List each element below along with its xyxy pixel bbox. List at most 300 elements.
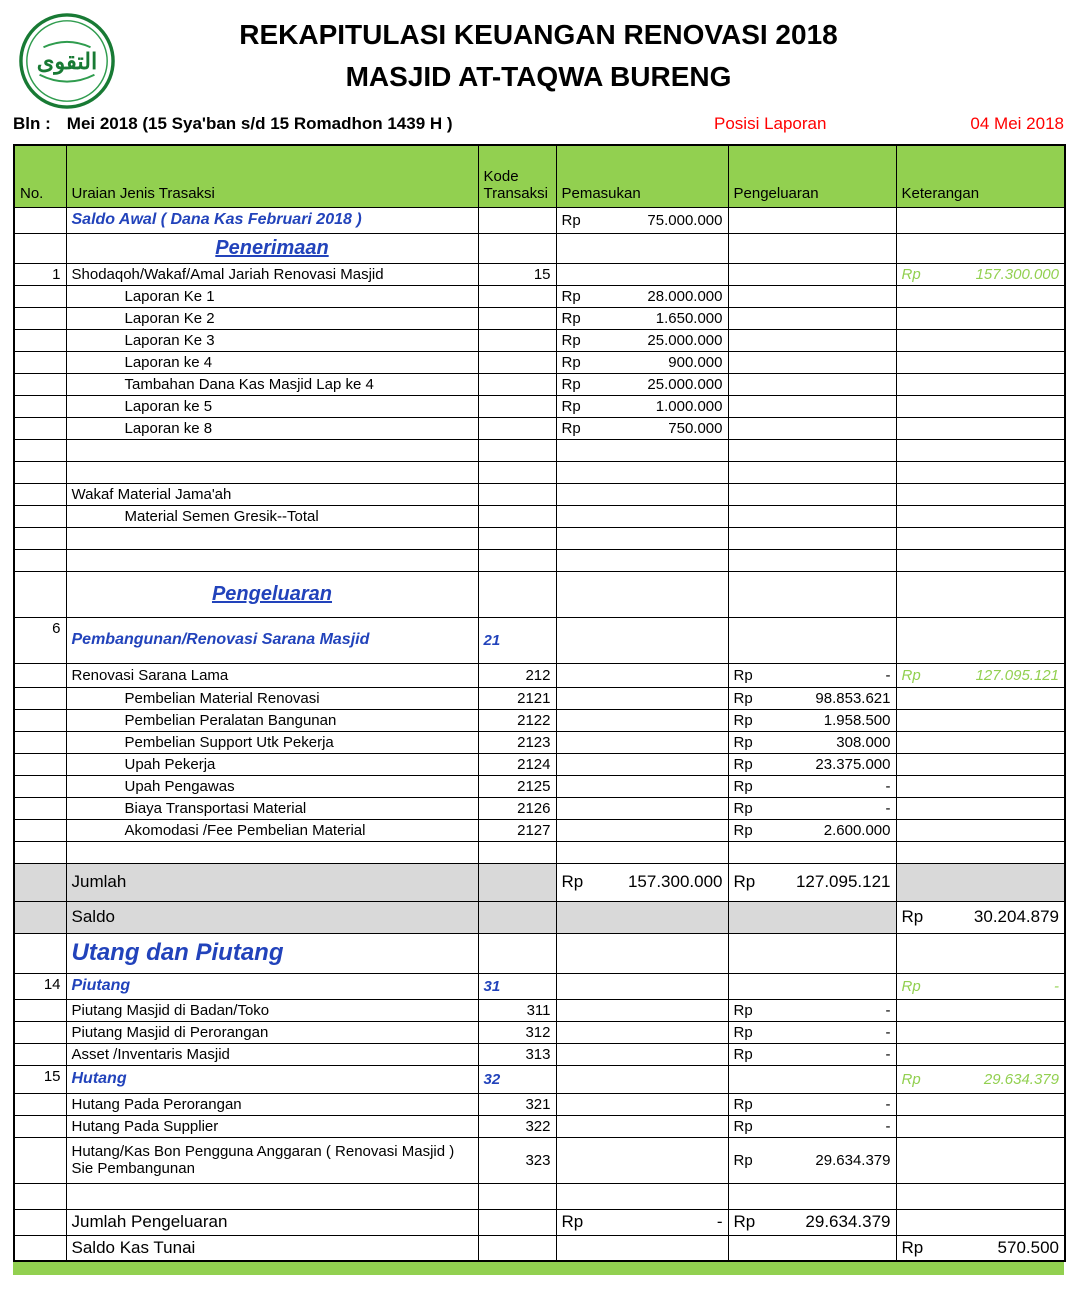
currency-symbol: Rp xyxy=(901,265,921,283)
keterangan-cell xyxy=(896,351,1065,373)
column-header-3: Pemasukan xyxy=(556,145,728,207)
kode-cell: 2127 xyxy=(478,819,556,841)
uraian-cell: Saldo Awal ( Dana Kas Februari 2018 ) xyxy=(66,207,478,233)
table-row xyxy=(14,753,1065,775)
kode-cell xyxy=(478,841,556,863)
table-row xyxy=(14,1209,1065,1235)
amount-value: - xyxy=(885,666,891,684)
table-row xyxy=(14,819,1065,841)
pengeluaran-cell xyxy=(728,901,896,933)
pemasukan-cell xyxy=(556,483,728,505)
table-row xyxy=(14,901,1065,933)
amount-value: 157.300.000 xyxy=(627,872,723,891)
uraian-cell: Piutang Masjid di Perorangan xyxy=(66,1021,478,1043)
kode-cell xyxy=(478,307,556,329)
table-row xyxy=(14,863,1065,901)
currency-symbol: Rp xyxy=(733,1095,753,1113)
uraian-cell: Jumlah xyxy=(66,863,478,901)
pengeluaran-cell xyxy=(728,863,896,901)
pemasukan-cell xyxy=(556,527,728,549)
keterangan-cell xyxy=(896,233,1065,263)
kode-cell xyxy=(478,207,556,233)
table-header-row xyxy=(14,145,1065,207)
period-label: Bln : xyxy=(13,114,51,133)
row-number xyxy=(14,775,66,797)
keterangan-cell xyxy=(896,663,1065,687)
uraian-cell: Jumlah Pengeluaran xyxy=(66,1209,478,1235)
pengeluaran-cell xyxy=(728,527,896,549)
uraian-cell xyxy=(66,549,478,571)
report-position-label: Posisi Laporan xyxy=(714,114,827,133)
amount-value: 1.000.000 xyxy=(655,397,723,415)
uraian-cell: Biaya Transportasi Material xyxy=(66,797,478,819)
pengeluaran-cell xyxy=(728,1209,896,1235)
uraian-cell: Pembelian Peralatan Bangunan xyxy=(66,709,478,731)
row-number xyxy=(14,1183,66,1209)
row-number xyxy=(14,797,66,819)
currency-symbol: Rp xyxy=(901,666,921,684)
kode-cell: 21 xyxy=(478,617,556,663)
kode-cell xyxy=(478,285,556,307)
pengeluaran-cell xyxy=(728,285,896,307)
pengeluaran-cell xyxy=(728,617,896,663)
table-row xyxy=(14,1115,1065,1137)
table-row xyxy=(14,731,1065,753)
table-row xyxy=(14,307,1065,329)
amount-value: - xyxy=(885,1095,891,1113)
keterangan-cell xyxy=(896,207,1065,233)
pengeluaran-cell xyxy=(728,373,896,395)
keterangan-cell xyxy=(896,373,1065,395)
row-number xyxy=(14,933,66,973)
pengeluaran-cell xyxy=(728,1065,896,1093)
table-row xyxy=(14,1065,1065,1093)
pengeluaran-cell xyxy=(728,999,896,1021)
pengeluaran-cell xyxy=(728,663,896,687)
amount-value: 98.853.621 xyxy=(815,689,891,707)
pengeluaran-cell xyxy=(728,753,896,775)
uraian-cell: Laporan Ke 3 xyxy=(66,329,478,351)
row-number xyxy=(14,663,66,687)
kode-cell: 313 xyxy=(478,1043,556,1065)
period-line xyxy=(13,114,714,134)
amount-value: 127.095.121 xyxy=(975,666,1059,684)
uraian-cell: Laporan ke 4 xyxy=(66,351,478,373)
uraian-cell xyxy=(66,841,478,863)
uraian-cell: Pembelian Support Utk Pekerja xyxy=(66,731,478,753)
currency-symbol: Rp xyxy=(733,711,753,729)
pengeluaran-cell xyxy=(728,797,896,819)
period-value: Mei 2018 (15 Sya'ban s/d 15 Romadhon 1439 H ) xyxy=(66,114,453,133)
row-number xyxy=(14,863,66,901)
pemasukan-cell xyxy=(556,417,728,439)
pemasukan-cell xyxy=(556,933,728,973)
table-row xyxy=(14,797,1065,819)
keterangan-cell xyxy=(896,709,1065,731)
keterangan-cell xyxy=(896,461,1065,483)
currency-symbol: Rp xyxy=(733,689,753,707)
pengeluaran-cell xyxy=(728,933,896,973)
pengeluaran-cell xyxy=(728,709,896,731)
row-number xyxy=(14,461,66,483)
keterangan-cell xyxy=(896,1183,1065,1209)
pengeluaran-cell xyxy=(728,307,896,329)
row-number xyxy=(14,233,66,263)
table-body xyxy=(14,207,1065,1261)
kode-cell xyxy=(478,549,556,571)
kode-cell xyxy=(478,901,556,933)
row-number xyxy=(14,329,66,351)
pengeluaran-cell xyxy=(728,775,896,797)
currency-symbol: Rp xyxy=(561,872,584,891)
kode-cell: 311 xyxy=(478,999,556,1021)
currency-symbol: Rp xyxy=(561,375,581,393)
uraian-cell: Piutang Masjid di Badan/Toko xyxy=(66,999,478,1021)
table-row xyxy=(14,527,1065,549)
pengeluaran-cell xyxy=(728,1115,896,1137)
uraian-cell: Material Semen Gresik--Total xyxy=(66,505,478,527)
pemasukan-cell xyxy=(556,373,728,395)
keterangan-cell xyxy=(896,731,1065,753)
table-row xyxy=(14,663,1065,687)
pemasukan-cell xyxy=(556,797,728,819)
currency-symbol: Rp xyxy=(733,1151,753,1169)
pemasukan-cell xyxy=(556,329,728,351)
row-number xyxy=(14,1115,66,1137)
amount-value: 29.634.379 xyxy=(983,1070,1059,1088)
row-number xyxy=(14,549,66,571)
keterangan-cell xyxy=(896,1137,1065,1183)
pemasukan-cell xyxy=(556,775,728,797)
table-row xyxy=(14,263,1065,285)
table-row xyxy=(14,483,1065,505)
row-number xyxy=(14,753,66,775)
pemasukan-cell xyxy=(556,395,728,417)
amount-value: - xyxy=(885,777,891,795)
pemasukan-cell xyxy=(556,973,728,999)
uraian-cell: Pembelian Material Renovasi xyxy=(66,687,478,709)
pengeluaran-cell xyxy=(728,1235,896,1261)
keterangan-cell xyxy=(896,1021,1065,1043)
pemasukan-cell xyxy=(556,617,728,663)
keterangan-cell xyxy=(896,973,1065,999)
row-number xyxy=(14,819,66,841)
pengeluaran-cell xyxy=(728,1021,896,1043)
column-header-2: Kode Transaksi xyxy=(478,145,556,207)
amount-value: 25.000.000 xyxy=(647,331,723,349)
amount-value: 1.958.500 xyxy=(823,711,891,729)
keterangan-cell xyxy=(896,863,1065,901)
currency-symbol: Rp xyxy=(901,1237,924,1257)
table-row xyxy=(14,1021,1065,1043)
currency-symbol: Rp xyxy=(733,872,756,891)
table-row xyxy=(14,1183,1065,1209)
currency-symbol: Rp xyxy=(733,1117,753,1135)
kode-cell: 2122 xyxy=(478,709,556,731)
currency-symbol: Rp xyxy=(733,821,753,839)
table-row xyxy=(14,373,1065,395)
amount-value: 29.634.379 xyxy=(815,1151,891,1169)
currency-symbol: Rp xyxy=(733,1001,753,1019)
row-number xyxy=(14,1235,66,1261)
table-row xyxy=(14,1137,1065,1183)
keterangan-cell xyxy=(896,395,1065,417)
uraian-cell: Laporan ke 5 xyxy=(66,395,478,417)
currency-symbol: Rp xyxy=(733,799,753,817)
row-number xyxy=(14,351,66,373)
currency-symbol: Rp xyxy=(561,309,581,327)
amount-value: - xyxy=(885,1045,891,1063)
pengeluaran-cell xyxy=(728,1137,896,1183)
pemasukan-cell xyxy=(556,207,728,233)
pemasukan-cell xyxy=(556,863,728,901)
amount-value: 1.650.000 xyxy=(655,309,723,327)
currency-symbol: Rp xyxy=(561,287,581,305)
column-header-4: Pengeluaran xyxy=(728,145,896,207)
uraian-cell: Laporan ke 8 xyxy=(66,417,478,439)
pengeluaran-cell xyxy=(728,973,896,999)
keterangan-cell xyxy=(896,1209,1065,1235)
kode-cell: 312 xyxy=(478,1021,556,1043)
uraian-cell: Akomodasi /Fee Pembelian Material xyxy=(66,819,478,841)
amount-value: 30.204.879 xyxy=(973,907,1059,926)
pemasukan-cell xyxy=(556,307,728,329)
pemasukan-cell xyxy=(556,1209,728,1235)
row-number xyxy=(14,687,66,709)
pemasukan-cell xyxy=(556,687,728,709)
uraian-cell: Hutang/Kas Bon Pengguna Anggaran ( Renovasi Masjid ) Sie Pembangunan xyxy=(66,1137,478,1183)
bottom-green-bar xyxy=(13,1262,1064,1275)
currency-symbol: Rp xyxy=(733,733,753,751)
kode-cell xyxy=(478,329,556,351)
row-number xyxy=(14,395,66,417)
amount-value: - xyxy=(1054,977,1059,995)
table-row xyxy=(14,687,1065,709)
currency-symbol: Rp xyxy=(561,331,581,349)
table-row xyxy=(14,285,1065,307)
row-number xyxy=(14,841,66,863)
uraian-cell: Utang dan Piutang xyxy=(66,933,478,973)
row-number xyxy=(14,439,66,461)
kode-cell xyxy=(478,373,556,395)
pengeluaran-cell xyxy=(728,687,896,709)
kode-cell xyxy=(478,439,556,461)
kode-cell xyxy=(478,933,556,973)
kode-cell xyxy=(478,1183,556,1209)
pemasukan-cell xyxy=(556,439,728,461)
keterangan-cell xyxy=(896,797,1065,819)
pemasukan-cell xyxy=(556,901,728,933)
uraian-cell: Asset /Inventaris Masjid xyxy=(66,1043,478,1065)
keterangan-cell xyxy=(896,417,1065,439)
kode-cell: 212 xyxy=(478,663,556,687)
uraian-cell: Hutang Pada Perorangan xyxy=(66,1093,478,1115)
keterangan-cell xyxy=(896,901,1065,933)
pemasukan-cell xyxy=(556,1065,728,1093)
pemasukan-cell xyxy=(556,571,728,617)
table-row xyxy=(14,351,1065,373)
pemasukan-cell xyxy=(556,1093,728,1115)
keterangan-cell xyxy=(896,775,1065,797)
row-number: 6 xyxy=(14,617,66,663)
currency-symbol: Rp xyxy=(733,666,753,684)
pengeluaran-cell xyxy=(728,1093,896,1115)
amount-value: 308.000 xyxy=(836,733,891,751)
uraian-cell: Shodaqoh/Wakaf/Amal Jariah Renovasi Masjid xyxy=(66,263,478,285)
pengeluaran-cell xyxy=(728,1043,896,1065)
pemasukan-cell xyxy=(556,285,728,307)
pengeluaran-cell xyxy=(728,233,896,263)
kode-cell: 2124 xyxy=(478,753,556,775)
pengeluaran-cell xyxy=(728,819,896,841)
keterangan-cell xyxy=(896,527,1065,549)
kode-cell xyxy=(478,461,556,483)
pengeluaran-cell xyxy=(728,1183,896,1209)
kode-cell: 2121 xyxy=(478,687,556,709)
amount-value: 157.300.000 xyxy=(975,265,1059,283)
amount-value: - xyxy=(885,799,891,817)
keterangan-cell xyxy=(896,285,1065,307)
uraian-cell xyxy=(66,1183,478,1209)
pemasukan-cell xyxy=(556,1183,728,1209)
currency-symbol: Rp xyxy=(901,1070,921,1088)
uraian-cell: Upah Pengawas xyxy=(66,775,478,797)
kode-cell xyxy=(478,395,556,417)
kode-cell xyxy=(478,351,556,373)
row-number xyxy=(14,483,66,505)
pemasukan-cell xyxy=(556,709,728,731)
row-number xyxy=(14,285,66,307)
row-number xyxy=(14,207,66,233)
keterangan-cell xyxy=(896,841,1065,863)
kode-cell xyxy=(478,1209,556,1235)
uraian-cell xyxy=(66,527,478,549)
pengeluaran-cell xyxy=(728,483,896,505)
kode-cell xyxy=(478,863,556,901)
keterangan-cell xyxy=(896,549,1065,571)
pemasukan-cell xyxy=(556,663,728,687)
row-number xyxy=(14,1093,66,1115)
uraian-cell: Saldo xyxy=(66,901,478,933)
keterangan-cell xyxy=(896,307,1065,329)
uraian-cell xyxy=(66,461,478,483)
row-number xyxy=(14,901,66,933)
currency-symbol: Rp xyxy=(733,777,753,795)
pemasukan-cell xyxy=(556,731,728,753)
uraian-cell: Wakaf Material Jama'ah xyxy=(66,483,478,505)
kode-cell xyxy=(478,483,556,505)
pengeluaran-cell xyxy=(728,461,896,483)
keterangan-cell xyxy=(896,933,1065,973)
amount-value: - xyxy=(885,1023,891,1041)
uraian-cell: Laporan Ke 1 xyxy=(66,285,478,307)
table-row xyxy=(14,709,1065,731)
uraian-cell: Laporan Ke 2 xyxy=(66,307,478,329)
kode-cell: 2126 xyxy=(478,797,556,819)
pemasukan-cell xyxy=(556,549,728,571)
column-header-0: No. xyxy=(14,145,66,207)
row-number xyxy=(14,307,66,329)
table-row xyxy=(14,617,1065,663)
pemasukan-cell xyxy=(556,1137,728,1183)
column-header-5: Keterangan xyxy=(896,145,1065,207)
pemasukan-cell xyxy=(556,753,728,775)
table-row xyxy=(14,973,1065,999)
table-row xyxy=(14,207,1065,233)
column-header-1: Uraian Jenis Trasaksi xyxy=(66,145,478,207)
report-title-line-2: MASJID AT-TAQWA BURENG xyxy=(345,61,732,92)
pemasukan-cell xyxy=(556,1021,728,1043)
keterangan-cell xyxy=(896,263,1065,285)
kode-cell xyxy=(478,571,556,617)
currency-symbol: Rp xyxy=(733,755,753,773)
pengeluaran-cell xyxy=(728,549,896,571)
kode-cell xyxy=(478,233,556,263)
row-number xyxy=(14,373,66,395)
table-row xyxy=(14,417,1065,439)
kode-cell: 321 xyxy=(478,1093,556,1115)
kode-cell: 322 xyxy=(478,1115,556,1137)
currency-symbol: Rp xyxy=(733,1045,753,1063)
keterangan-cell xyxy=(896,999,1065,1021)
amount-value: 127.095.121 xyxy=(795,872,891,891)
keterangan-cell xyxy=(896,439,1065,461)
row-number xyxy=(14,1209,66,1235)
pengeluaran-cell xyxy=(728,571,896,617)
pengeluaran-cell xyxy=(728,351,896,373)
uraian-cell: Pembangunan/Renovasi Sarana Masjid xyxy=(66,617,478,663)
kode-cell: 2125 xyxy=(478,775,556,797)
uraian-cell: Piutang xyxy=(66,973,478,999)
row-number xyxy=(14,505,66,527)
table-row xyxy=(14,1235,1065,1261)
kode-cell xyxy=(478,1235,556,1261)
keterangan-cell xyxy=(896,1115,1065,1137)
currency-symbol: Rp xyxy=(561,211,581,229)
table-row xyxy=(14,395,1065,417)
amount-value: 2.600.000 xyxy=(823,821,891,839)
row-number xyxy=(14,417,66,439)
keterangan-cell xyxy=(896,483,1065,505)
currency-symbol: Rp xyxy=(561,419,581,437)
pemasukan-cell xyxy=(556,351,728,373)
row-number xyxy=(14,1021,66,1043)
uraian-cell: Penerimaan xyxy=(66,233,478,263)
amount-value: 75.000.000 xyxy=(647,211,723,229)
kode-cell xyxy=(478,527,556,549)
uraian-cell: Hutang xyxy=(66,1065,478,1093)
table-row xyxy=(14,549,1065,571)
pemasukan-cell xyxy=(556,819,728,841)
amount-value: - xyxy=(716,1212,723,1231)
pemasukan-cell xyxy=(556,263,728,285)
pengeluaran-cell xyxy=(728,395,896,417)
amount-value: - xyxy=(885,1001,891,1019)
amount-value: 25.000.000 xyxy=(647,375,723,393)
kode-cell: 31 xyxy=(478,973,556,999)
row-number: 1 xyxy=(14,263,66,285)
table-row xyxy=(14,571,1065,617)
kode-cell xyxy=(478,505,556,527)
uraian-cell: Upah Pekerja xyxy=(66,753,478,775)
keterangan-cell xyxy=(896,753,1065,775)
pengeluaran-cell xyxy=(728,505,896,527)
table-row xyxy=(14,461,1065,483)
pengeluaran-cell xyxy=(728,439,896,461)
keterangan-cell xyxy=(896,617,1065,663)
pemasukan-cell xyxy=(556,461,728,483)
pemasukan-cell xyxy=(556,841,728,863)
